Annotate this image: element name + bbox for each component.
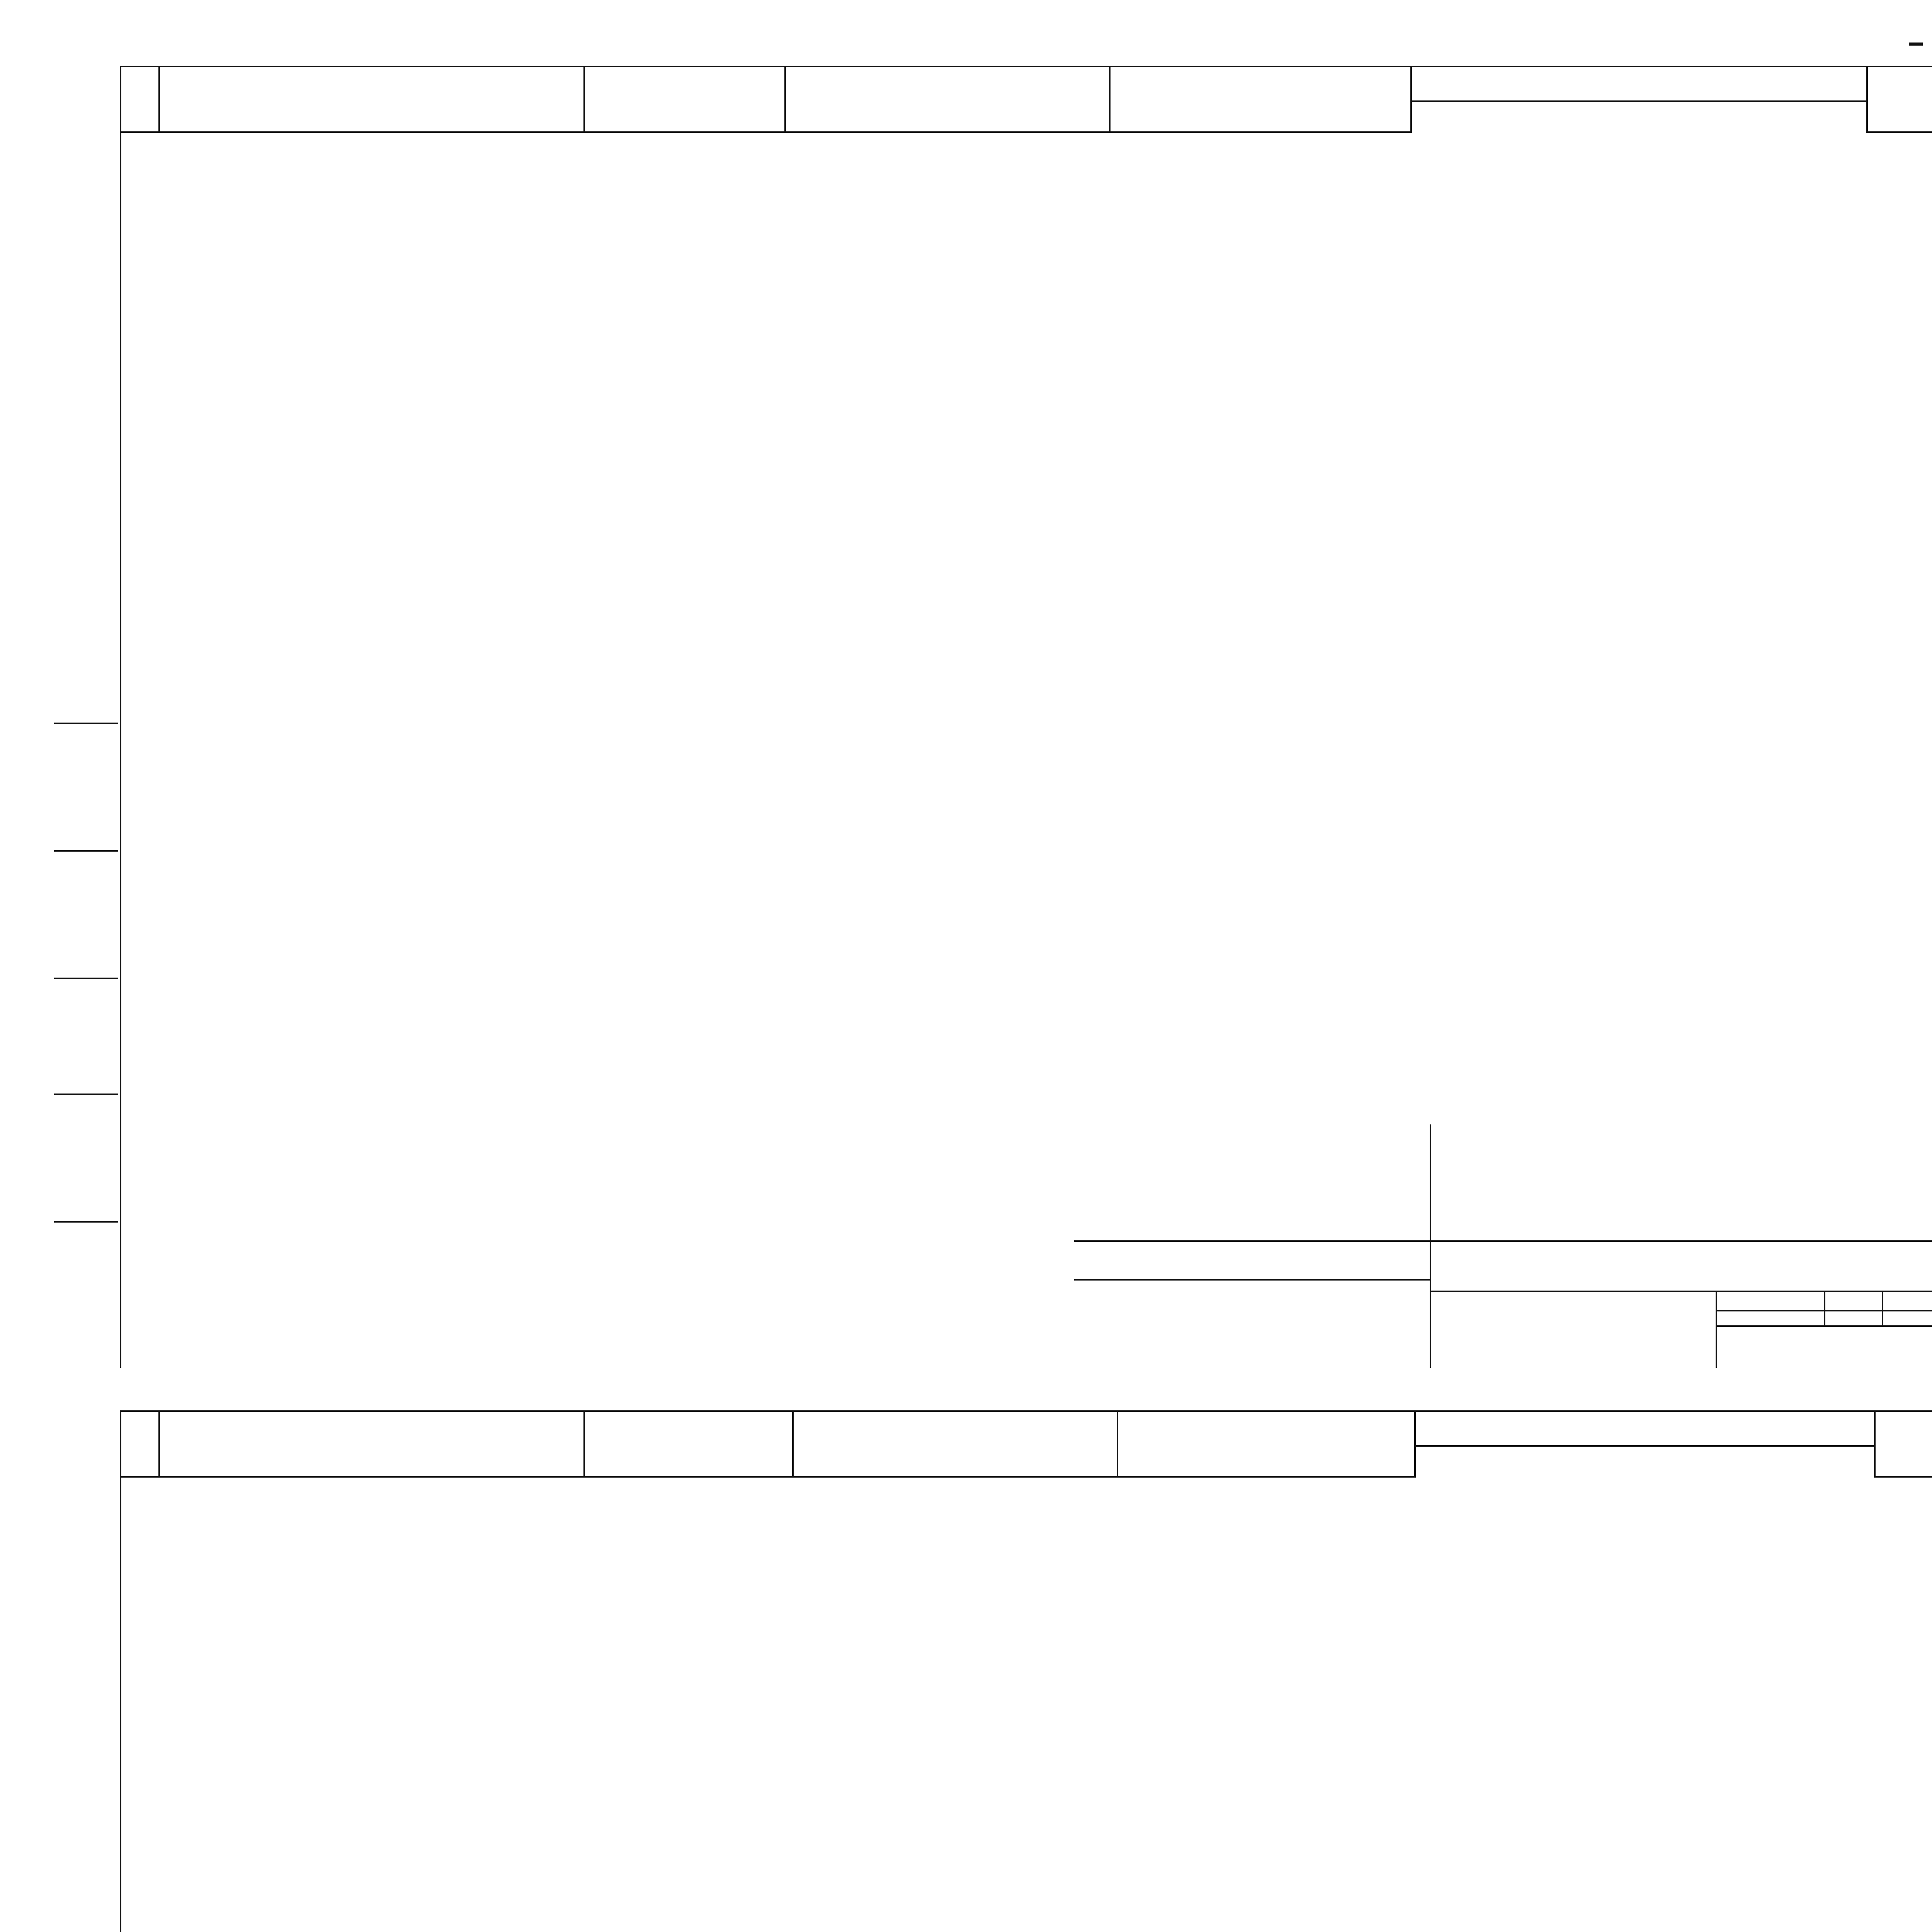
okp-header: [584, 66, 785, 132]
name-header: [159, 1411, 584, 1477]
note-header: [1875, 1411, 1932, 1477]
sheet-1: [54, 66, 1932, 1368]
fasteners-table: [120, 1410, 1932, 1478]
page-marker: [1909, 43, 1923, 46]
title-block: [1074, 1190, 1932, 1368]
supplier-header: [1117, 1411, 1415, 1477]
doc-header: [785, 66, 1110, 132]
row-number-header: [121, 66, 159, 132]
margin-cell: [54, 850, 118, 979]
margin-cell: [54, 978, 118, 1095]
left-margin-strip: [54, 1410, 121, 1932]
note-header: [1867, 66, 1932, 132]
left-margin-strip: [54, 66, 121, 1368]
doc-header: [793, 1411, 1117, 1477]
margin-cell: [54, 723, 118, 852]
quantity-group-header: [1415, 1411, 1875, 1446]
name-header: [159, 66, 584, 132]
margin-cell: [54, 1221, 118, 1368]
purchased-items-table: [120, 66, 1932, 133]
supplier-header: [1110, 66, 1411, 132]
margin-cell: [54, 1094, 118, 1223]
quantity-group-header: [1411, 66, 1867, 101]
sheet-2: [54, 1410, 1932, 1932]
okp-header: [584, 1411, 793, 1477]
row-number-header: [121, 1411, 159, 1477]
